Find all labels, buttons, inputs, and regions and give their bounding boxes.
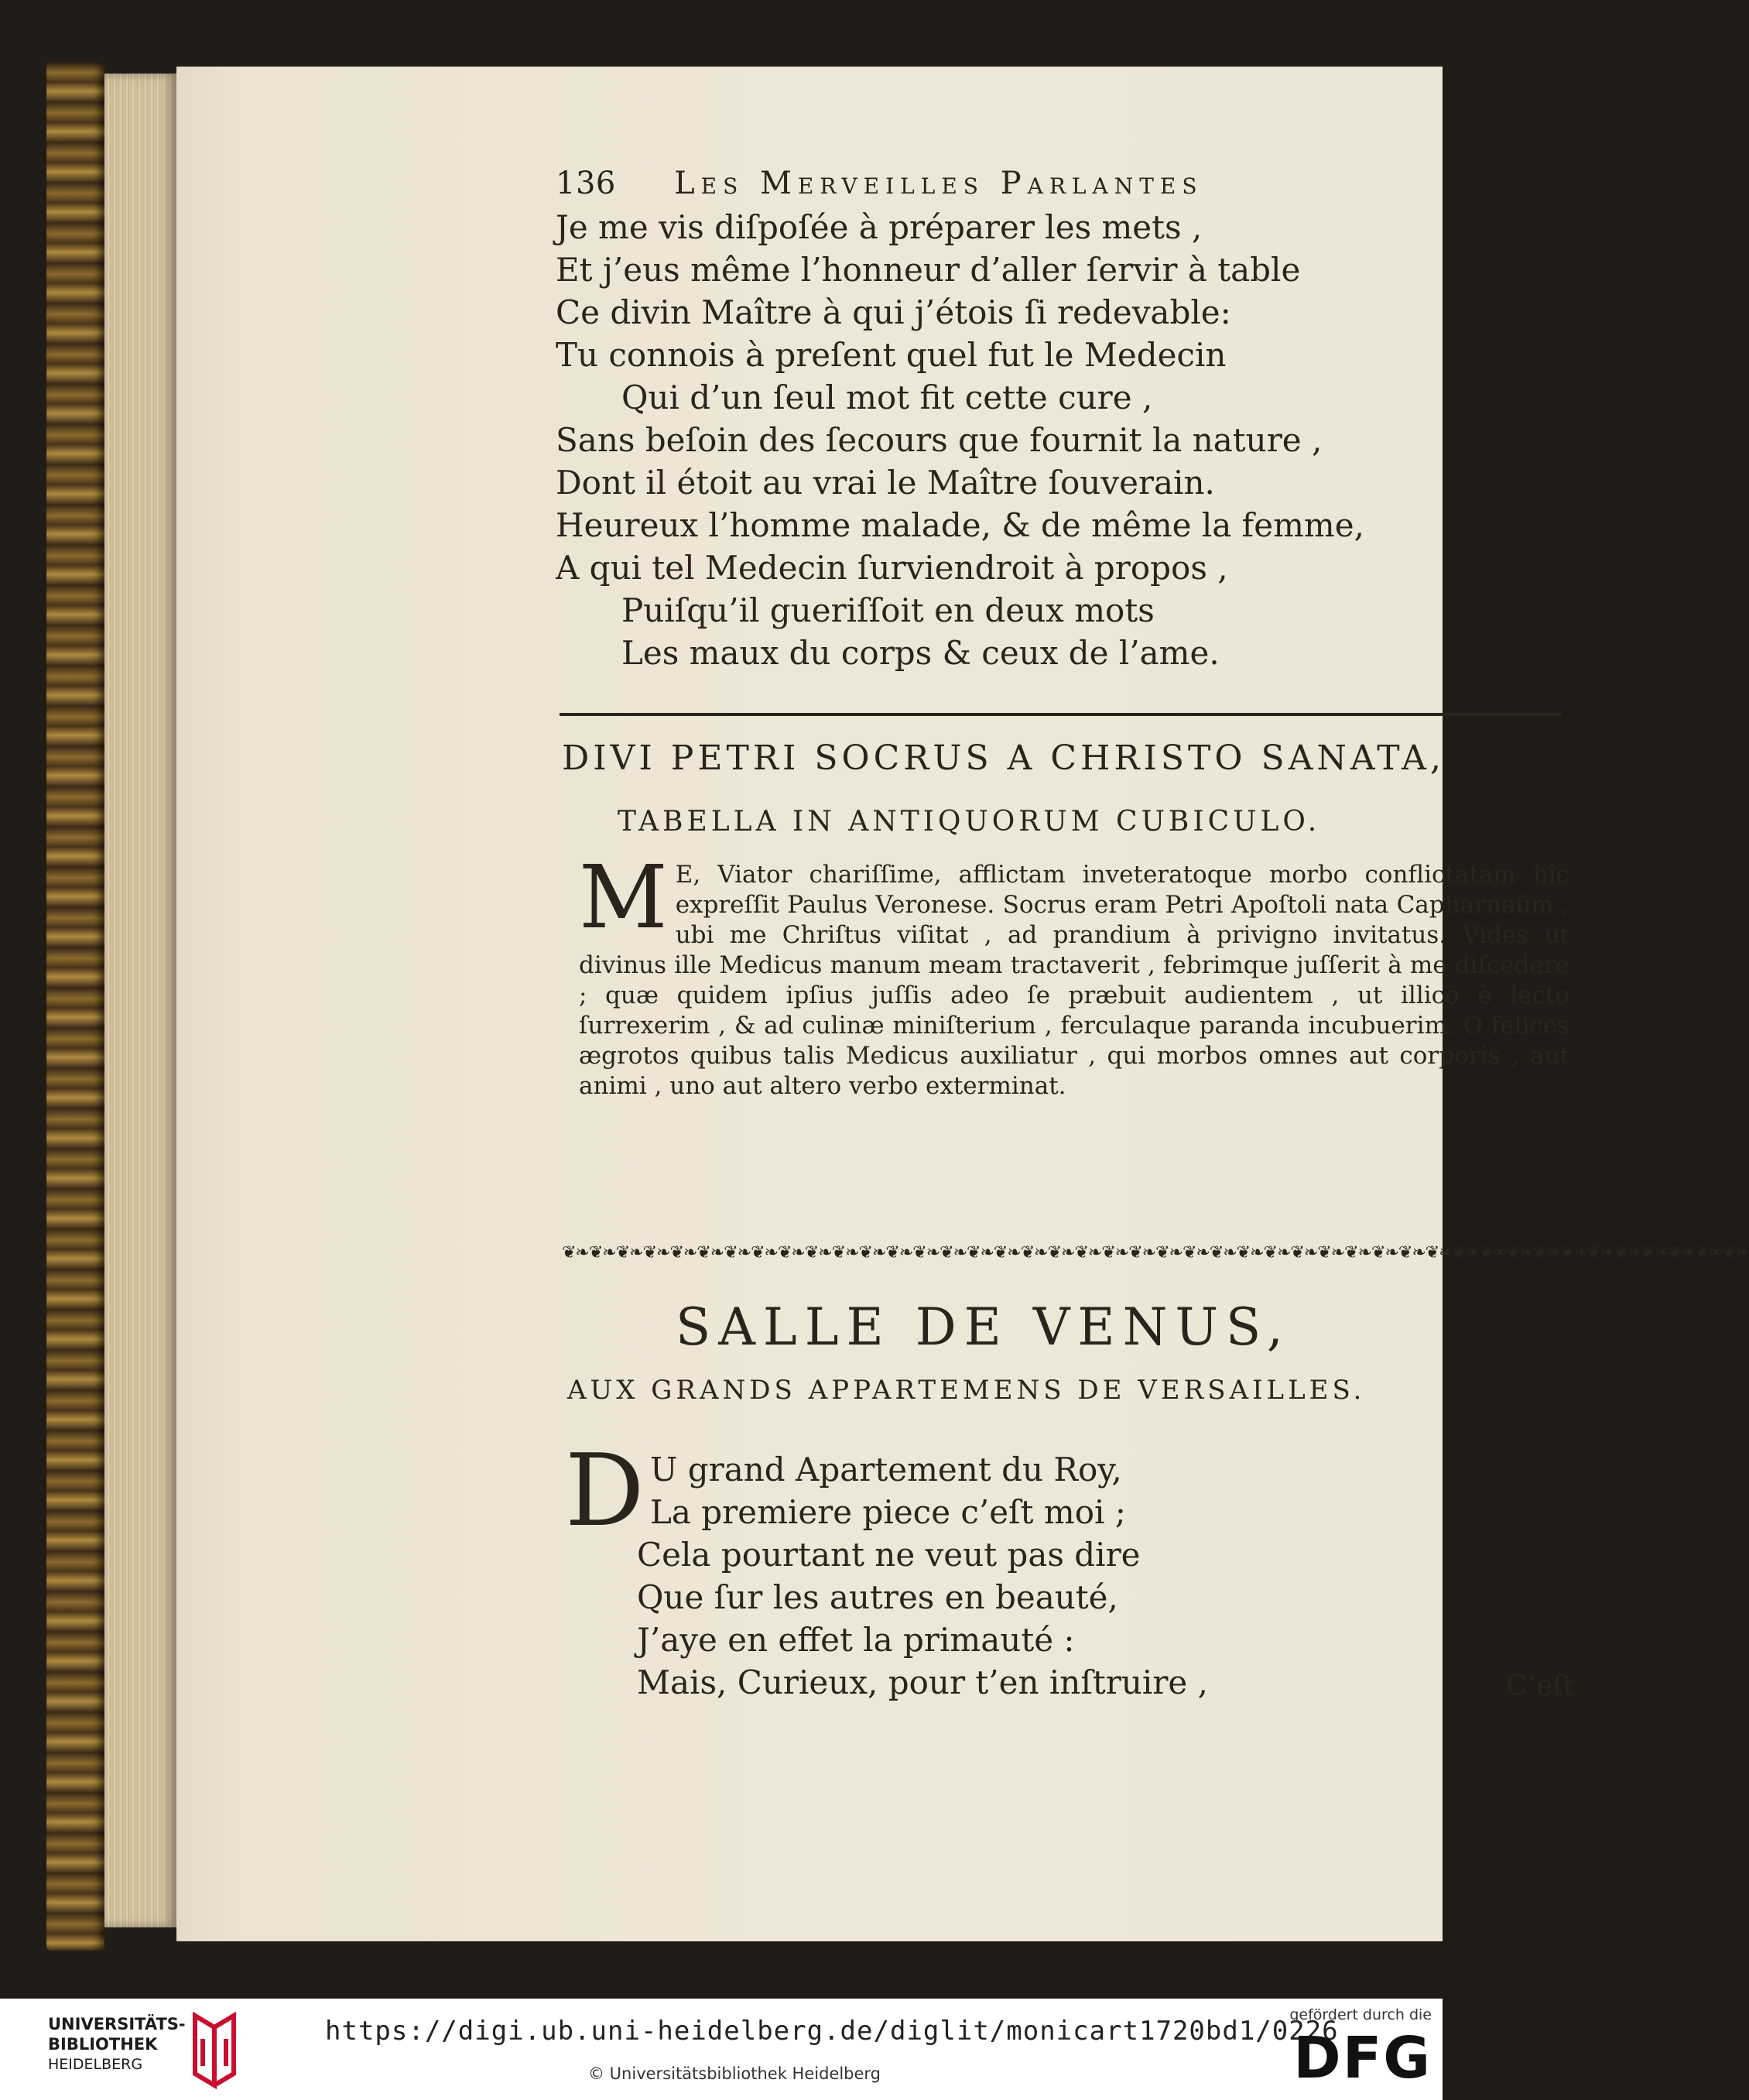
dfg-wordmark: DFG [1293, 2025, 1432, 2091]
verse-line: Mais, Curieux, pour t’en inſtruire , [637, 1663, 1208, 1701]
latin-text: E, Viator chariſſime, afflictam inveteratoque morbo conflictatam hîc expreſſit Paulus Veronese. Socrus eram Petri Apoſtoli nata Capharnaüm , ubi me Chriſtus viſitat , ad prandium à privigno invitatus. Vides ut divinus ille Medicus manum meam tractaverit , febrimque juſſerit à me diſcedere ; quæ quidem ipſius juſſis adeo ſe præbuit audientem , ut illico è lecto ſurrexerim , & ad culinæ miniſterium , ferculaque paranda incubuerim. O felices ægrotos quibus talis Medicus auxiliatur , qui morbos omnes aut corporis , aut animi , uno aut altero verbo exterminat. [579, 861, 1569, 1100]
permalink-url[interactable]: https://digi.ub.uni-heidelberg.de/diglit/monicart1720bd1/0226 [325, 2016, 1339, 2047]
verse-line: Et j’eus même l’honneur d’aller ſervir à table [556, 251, 1301, 289]
book-page [176, 67, 1749, 1941]
library-name-line: BIBLIOTHEK [48, 2035, 158, 2054]
verse-line: J’aye en effet la primauté : [637, 1621, 1075, 1659]
verse-line: Sans beſoin des ſecours que fournit la nature , [556, 421, 1323, 459]
verse-line: Puiſqu’il gueriſſoit en deux mots [621, 591, 1155, 629]
library-emblem-icon [183, 2008, 245, 2093]
verse-line: U grand Apartement du Roy, [650, 1451, 1122, 1488]
page-number: 136 [556, 166, 616, 201]
verse-line: A qui tel Medecin ſurviendroit à propos , [556, 549, 1228, 587]
ornamental-border: ❦❧❦❧❦❧❦❧❦❧❦❧❦❧❦❧❦❧❦❧❦❧❦❧❦❧❦❧❦❧❦❧❦❧❦❧❦❧❦❧❦❧❦❧❦❧❦❧❦❧❦❧❦❧❦❧❦❧❦❧❦❧❦❧❦❧❦❧❦❧❦❧❦❧❦❧❦❧❦❧❦❧❦❧❦❧❦❧ [562, 1243, 1749, 1262]
section-rule [560, 713, 1562, 716]
drop-cap: M [579, 848, 668, 948]
catchword: C’eſt [1506, 1670, 1575, 1702]
section-subheading: AUX GRANDS APPARTEMENS DE VERSAILLES. [567, 1375, 1366, 1406]
verse-line: Ce divin Maître à qui j’étois ſi redevable: [556, 293, 1231, 331]
dfg-logo[interactable] [1277, 2006, 1432, 2091]
verse-line: Que ſur les autres en beauté, [637, 1578, 1118, 1616]
verse-line: Les maux du corps & ceux de l’ame. [621, 634, 1220, 672]
copyright-notice: © Universitätsbibliothek Heidelberg [588, 2064, 881, 2083]
library-name-line: UNIVERSITÄTS- [48, 2015, 186, 2033]
latin-paragraph [579, 848, 1569, 1101]
verse-line: Je me vis diſpoſée à préparer les mets , [556, 208, 1203, 246]
page-edges [104, 74, 178, 1927]
funder-note: gefördert durch die [1289, 2006, 1432, 2023]
latin-subheading: TABELLA IN ANTIQUORUM CUBICULO. [618, 806, 1321, 838]
verse-line: Heureux l’homme malade, & de même la femme, [556, 506, 1364, 544]
library-name [48, 2014, 186, 2074]
book-spine [46, 62, 104, 1951]
verse-line: Qui d’un ſeul mot fit cette cure , [621, 379, 1153, 416]
library-logo[interactable] [48, 2006, 203, 2091]
verse-line: Tu connois à preſent quel fut le Medecin [556, 336, 1227, 374]
verse-line: La premiere piece c’eſt moi ; [650, 1493, 1126, 1531]
library-name-line: HEIDELBERG [48, 2056, 143, 2073]
latin-heading: DIVI PETRI SOCRUS A CHRISTO SANATA, [562, 738, 1445, 778]
verse-line: Cela pourtant ne veut pas dire [637, 1536, 1141, 1574]
footer-bar [0, 1999, 1443, 2100]
running-title: Les Merveilles Parlantes [674, 166, 1203, 201]
drop-cap: D [565, 1434, 645, 1549]
section-heading: SALLE DE VENUS, [676, 1297, 1291, 1357]
running-head [556, 166, 1203, 201]
verse-line: Dont il étoit au vrai le Maître ſouverain. [556, 464, 1215, 502]
